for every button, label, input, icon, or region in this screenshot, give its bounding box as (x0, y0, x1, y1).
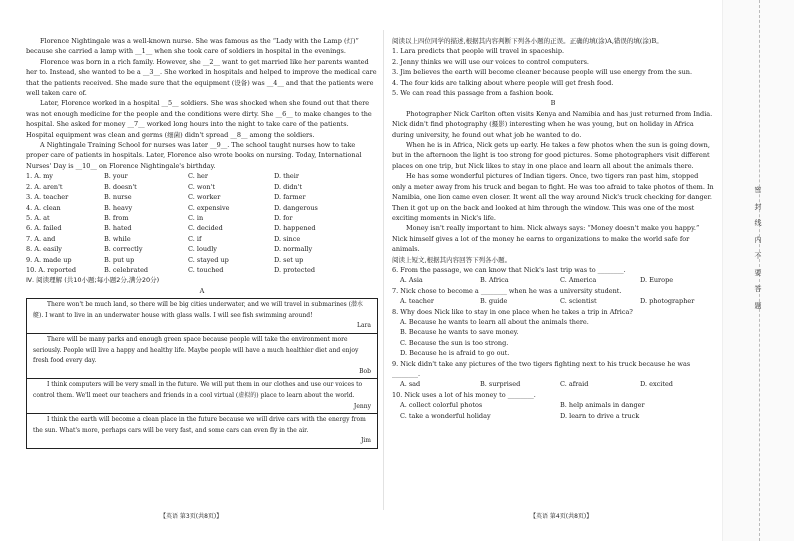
quote-author: Bob (359, 367, 371, 375)
quote-text: There will be many parks and enough green space because people will take the environment more seriously. People will live a happy and healthy life. Maybe people will have a much healthier diet and enjoy fresh food every day. (33, 335, 359, 365)
option-a: 4. A. clean (26, 203, 61, 212)
option-d: D. set up (274, 255, 304, 264)
option-d: D. happened (274, 224, 316, 233)
b-instruction: 阅读上短文,根据其内容回答下列各小题。 (392, 255, 512, 264)
question-7 (392, 286, 714, 307)
option-b: B. surprised (480, 380, 521, 389)
option-c: C. if (188, 234, 202, 243)
left-page-column (26, 36, 378, 449)
option-d: D. didn't (274, 182, 303, 191)
question-6 (392, 265, 714, 286)
option-a: 10. A. reported (26, 265, 76, 274)
option-row (26, 244, 378, 254)
quotes-box (26, 298, 378, 449)
option-d: D. photographer (640, 297, 695, 306)
quote-text: There won't be much land, so there will be big cities underwater, and we will travel in submarines (潜水艇). I want to live in an underwater house with glass walls. I will see fish swimming around! (33, 301, 363, 319)
tf-item: 3. Jim believes the earth will become cleaner because people will use energy from the sun. (392, 68, 693, 77)
option-b: B. from (104, 213, 129, 222)
option-a: 9. A. made up (26, 255, 72, 264)
cloze-options (26, 171, 378, 275)
quote-author: Lara (356, 322, 371, 330)
question-text: 6. From the passage, we can know that Nick's last trip was to ________. (392, 265, 626, 274)
option-d: D. Europe (640, 276, 674, 285)
quote-author: Jim (360, 437, 371, 445)
question-text: 9. Nick didn't take any pictures of the two tigers fighting next to his truck because he was ________. (392, 359, 691, 378)
binding-margin-text: 密 封 线 内 不 要 答 题 (754, 186, 762, 310)
option-c: C. stayed up (188, 255, 229, 264)
option-b: B. guide (480, 297, 508, 306)
tf-item: 1. Lara predicts that people will travel in spaceship. (392, 47, 565, 56)
option-b: B. your (104, 172, 128, 181)
option-d: D. farmer (274, 193, 306, 202)
option-b: B. nurse (104, 193, 132, 202)
option-row (26, 255, 378, 265)
option-d: D. normally (274, 245, 313, 254)
question-options (392, 400, 714, 421)
option-row (26, 265, 378, 275)
question-10 (392, 390, 714, 421)
passage-b-paragraph: When he is in Africa, Nick gets up early. He takes a few photos when the sun is going down, but in the afternoon the light is too strong for good pictures. Some photographers visit different places on one trip, but Nick likes to stay in one place and learn all about the animals there. (392, 141, 710, 170)
option-c: C. America (560, 276, 597, 285)
option-c: C. in (188, 213, 204, 222)
option-d: D. Because he is afraid to go out. (400, 349, 510, 358)
option-b: B. Because he wants to save money. (400, 328, 519, 337)
right-page-column (392, 36, 714, 421)
option-b: B. Africa (480, 276, 509, 285)
option-row (26, 203, 378, 213)
option-a: 7. A. and (26, 234, 56, 243)
option-c: C. take a wonderful holiday (400, 411, 491, 420)
section-heading: Ⅳ. 阅读理解 (共10小题;每小题2分,满分20分) (26, 276, 160, 285)
passage-b-paragraph: He has some wonderful pictures of Indian tigers. Once, two tigers ran past him, stopped only a meter away from his truck and began to fight. He was too afraid to take photos of them. In Namibia, one lion came even closer. It went all the way around Nick's truck checking for danger. Then it got up on the back and looked at him through the window. This was one of the most exciting moments in Nick's life. (392, 172, 714, 222)
option-a: 6. A. failed (26, 224, 62, 233)
cloze-paragraph: Florence was born in a rich family. However, she __2__ want to get married like her parents wanted her to. Instead, she wanted to be a __3__. She worked in hospitals and helped to improve the medical care that the patients received. She made sure that the equipment (设备) was __4__ and that the patients were well taken care of. (26, 57, 377, 98)
option-a: 5. A. at (26, 213, 50, 222)
option-d: D. protected (274, 265, 316, 274)
option-c: C. expensive (188, 203, 230, 212)
quote-cell (27, 334, 377, 379)
option-b: B. hated (104, 224, 132, 233)
option-row (26, 234, 378, 244)
page-divider (383, 30, 384, 510)
option-c: C. Because the sun is too strong. (400, 338, 509, 347)
tf-instruction: 阅读以上四位同学的描述,根据其内容判断下列各小题的正误。正确的填(涂)A,错误的填(涂)B。 (392, 37, 663, 45)
option-a: 1. A. my (26, 172, 53, 181)
option-a: 3. A. teacher (26, 193, 69, 202)
option-c: C. loudly (188, 245, 217, 254)
option-c: C. touched (188, 265, 224, 274)
option-c: C. her (188, 172, 209, 181)
option-c: C. worker (188, 193, 221, 202)
passage-b-paragraph: Money isn't really important to him. Nick always says: “Money doesn't make you happy.” Nick himself gives a lot of the money he earns to organizations to make the world safe for animals. (392, 224, 700, 254)
option-c: C. won't (188, 182, 215, 191)
option-row (26, 192, 378, 202)
option-b: B. help animals in danger (560, 401, 645, 410)
option-d: D. dangerous (274, 203, 318, 212)
question-options (392, 275, 714, 285)
part-b-label: B (550, 99, 556, 108)
option-a: A. sad (400, 380, 421, 389)
option-b: B. correctly (104, 245, 143, 254)
option-d: D. excited (640, 380, 673, 389)
option-d: D. learn to drive a truck (560, 411, 640, 420)
option-b: B. put up (104, 255, 135, 264)
option-row (26, 213, 378, 223)
option-b: B. heavy (104, 203, 133, 212)
question-options (392, 296, 714, 306)
quote-text: I think computers will be very small in the future. We will put them in our clothes and use our voices to control them. We'll meet our teachers and friends in a cool virtual (虚拟的) place to learn about the world. (33, 381, 363, 399)
option-d: D. for (274, 213, 293, 222)
part-a-label: A (199, 286, 205, 295)
option-d: D. their (274, 172, 299, 181)
option-a: 8. A. easily (26, 245, 62, 254)
quote-cell (27, 414, 377, 448)
tf-item: 2. Jenny thinks we will use our voices to control computers. (392, 57, 589, 66)
option-row (26, 182, 378, 192)
passage-b-paragraph: Photographer Nick Carlton often visits Kenya and Namibia and has just returned from India. Nick didn't find photography (摄影) interesting when he was young, but on holiday in Africa during university, he found out what job he wanted to do. (392, 109, 713, 139)
option-a: 2. A. aren't (26, 182, 63, 191)
cloze-paragraph: A Nightingale Training School for nurses was later __9__. The school taught nurses how to take proper care of patients in hospitals. Later, Florence also wrote books on nursing. Today, International Nurses' Day is __10__ on Florence Nightingale's birthday. (26, 141, 362, 170)
question-9 (392, 359, 714, 390)
option-b: B. while (104, 234, 131, 243)
option-b: B. celebrated (104, 265, 149, 274)
option-b: B. doesn't (104, 182, 137, 191)
question-8 (392, 307, 714, 359)
quote-cell (27, 379, 377, 414)
quote-cell (27, 299, 377, 334)
footer-page-4: 【英语 第4页(共8页)】 (530, 513, 593, 520)
option-c: C. afraid (560, 380, 589, 389)
option-a: A. teacher (400, 297, 434, 306)
option-c: C. decided (188, 224, 223, 233)
option-c: C. scientist (560, 297, 597, 306)
cloze-paragraph: Florence Nightingale was a well-known nurse. She was famous as the “Lady with the Lamp (灯)” because she carried a lamp with __1__ when she took care of soldiers in hospital in the evenings. (26, 37, 359, 56)
question-text: 7. Nick chose to become a ________ when he was a university student. (392, 286, 622, 295)
cloze-paragraph: Later, Florence worked in a hospital __5__ soldiers. She was shocked when she found out that there was not enough medicine for the people and the conditions were dirty. She __6__ to make changes to the hospital. She asked for money __7__ worked long hours into the night to take care of the patients. Hospital equipment was clean and germs (细菌) didn't spread __8__ among the soldiers. (26, 99, 372, 139)
option-a: A. Asia (400, 276, 423, 285)
quote-text: I think the earth will become a clean place in the future because we will drive cars with the energy from the sun. What's more, perhaps cars will be very fast, and some cars can even fly in the air. (33, 416, 366, 434)
option-a: A. collect colorful photos (400, 401, 483, 410)
option-a: A. Because he wants to learn all about the animals there. (400, 317, 589, 326)
question-options (392, 379, 714, 389)
option-d: D. since (274, 234, 301, 243)
tf-item: 4. The four kids are talking about where people will get fresh food. (392, 78, 614, 87)
quote-author: Jenny (353, 402, 371, 410)
footer-page-3: 【英语 第3页(共8页)】 (160, 513, 223, 520)
tf-item: 5. We can read this passage from a fashion book. (392, 89, 554, 98)
question-text: 10. Nick uses a lot of his money to ________. (392, 390, 536, 399)
option-row (26, 223, 378, 233)
option-row (26, 171, 378, 181)
question-text: 8. Why does Nick like to stay in one place when he takes a trip in Africa? (392, 307, 633, 316)
